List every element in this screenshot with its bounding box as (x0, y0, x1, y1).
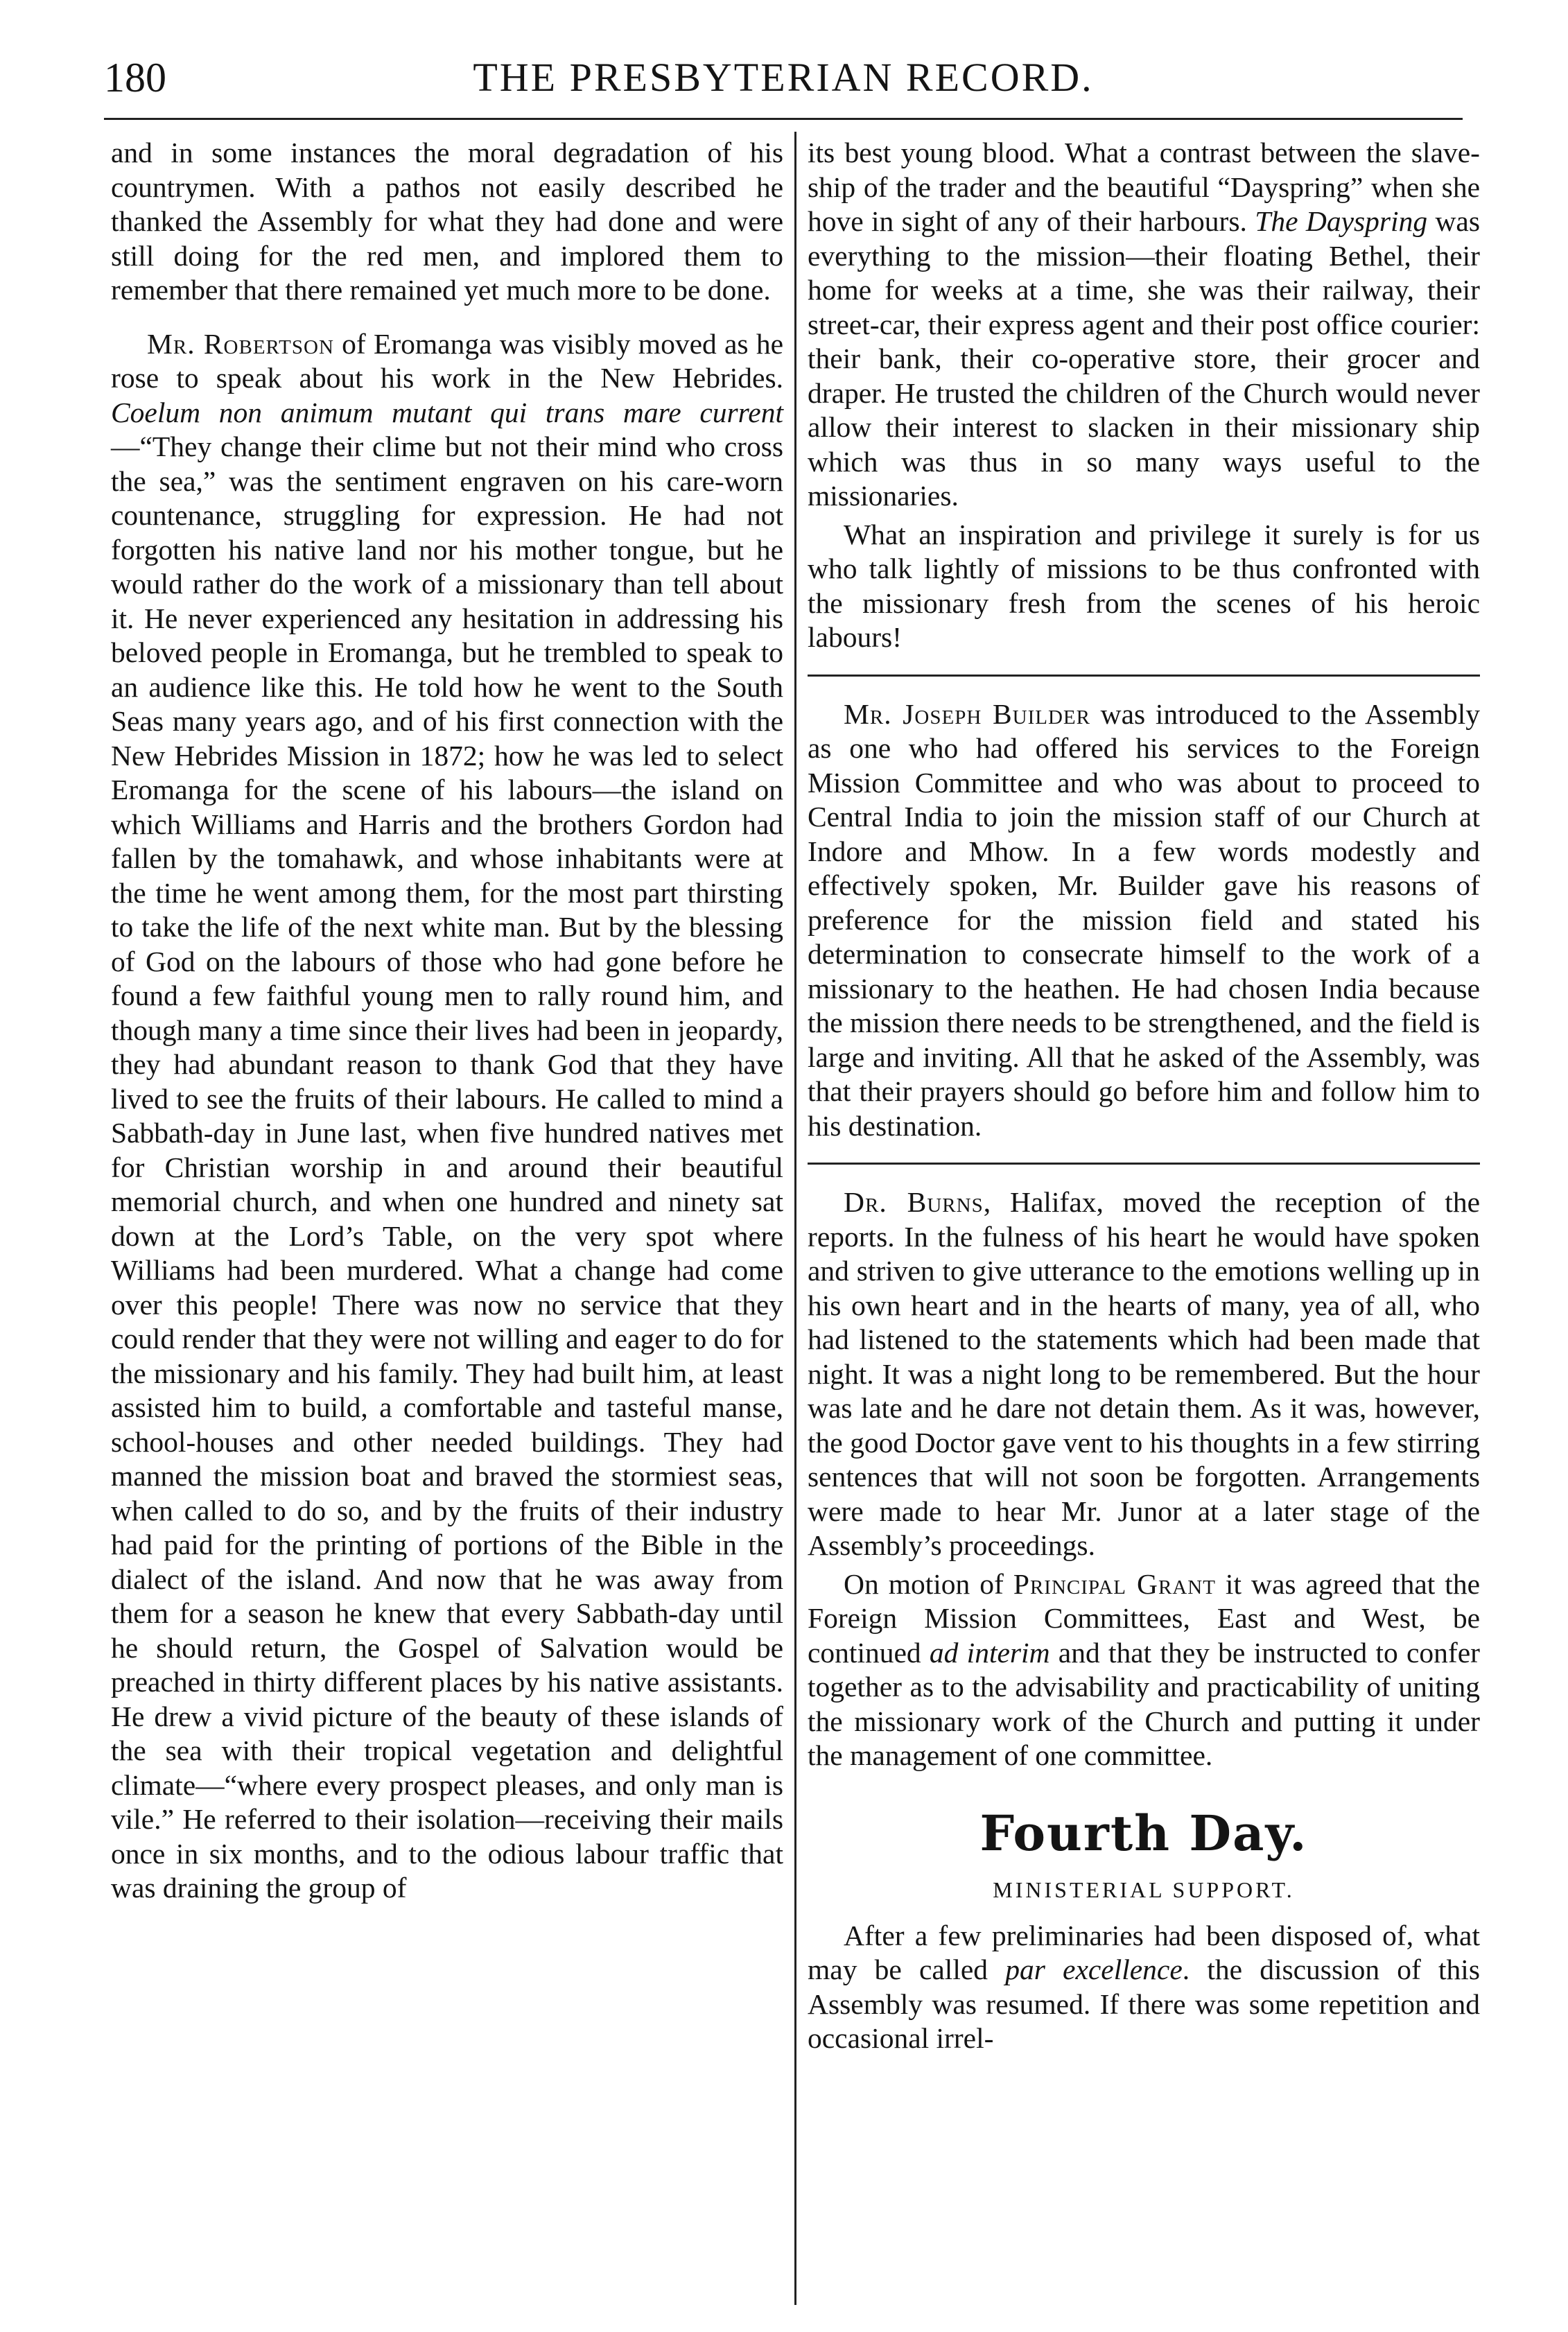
speaker-name: Principal Grant (1013, 1567, 1216, 1600)
latin-phrase: ad interim (929, 1636, 1050, 1669)
left-column (111, 136, 783, 1925)
header-rule (104, 118, 1463, 120)
page-header (104, 50, 1463, 105)
paragraph-text: —“They change their clime but not their mind who cross the sea,” was the sentiment engraven on his care-worn countenance, struggling for expression. He had not forgotten his native land nor his mother tongue, but he would rather do the work of a missionary than tell about it. He never experienced any hesitation in addressing his beloved people in Eromanga, but he trembled to speak to an audience like this. He told how he went to the South Seas many years ago, and of his first connection with the New Hebrides Mission in 1872; how he was led to select Eromanga for the scene of his labours—the island on which Williams and Harris and the brothers Gordon had fallen by the tomahawk, and whose inhabitants were at the time he went among them, for the most part thirsting to take the life of the next white man. But by the blessing of God on the labours of those who had gone before he found a few faithful young men to rally round him, and though many a time since their lives had been in jeopardy, they had abundant reason to thank God that they have lived to see the fruits of their labours. He called to mind a Sabbath-day in June last, when five hundred natives met for Christian worship in and around their beautiful memorial church, and when one hundred and ninety sat down at the Lord’s Table, on the very spot where Williams had been murdered. What a change had come over this people! There was now no service that they could render that they were not willing and eager to do for the missionary and his family. They had built him, at least assisted him to build, a comfortable and tasteful manse, school-houses and other needed buildings. They had manned the mission boat and braved the stormiest seas, when called to do so, and by the fruits of their industry had paid for the printing of portions of the Bible in the dialect of the island. And now that he was away from them for a season he knew that every Sabbath-day until he should return, the Gospel of Salvation would be preached in thirty different places by his native assistants. He drew a vivid picture of the beauty of these islands of the sea with their tropical vegetation and delightful climate—“where every prospect pleases, and only man is vile.” He referred to their isolation—receiving their mails once in six months, and to the odious labour traffic that was draining the group of (111, 430, 783, 1904)
right-paragraph-2: What an inspiration and privilege it surely is for us who talk lightly of missions to be thus confronted with the missionary fresh from the scenes of his heroic labours! (808, 518, 1480, 653)
paragraph-text: was everything to the mission—their floating Bethel, their home for weeks at a time, she was their railway, their street-car, their express agent and their post office courier: their bank, their co-operative store, their grocer and draper. He trusted the children of the Church would never allow their interest to slacken in their missionary ship which was thus in so many ways useful to the missionaries. (808, 205, 1480, 512)
section-heading: Fourth Day. (979, 1804, 1308, 1862)
paragraph-text: After a few preliminaries had been disposed of, what may be called (808, 1919, 1480, 1985)
paragraph-text: of Eromanga was visibly moved as he rose to speak about his work in the New Hebrides. (111, 327, 783, 394)
right-paragraph-burns (808, 1185, 1480, 1563)
right-paragraph-ministerial-support (808, 1919, 1480, 2056)
left-paragraph-robertson (111, 327, 783, 1906)
right-paragraph-1 (808, 136, 1480, 514)
paragraph-text: and that they be instructed to confer together as to the advisability and practicability of uniting the missionary work of the Church and putting it under the management of one committee. (808, 1636, 1480, 1771)
section-subheading: MINISTERIAL SUPPORT. (993, 1877, 1295, 1902)
speaker-name: Mr. Joseph Builder (844, 697, 1090, 730)
paragraph-rule (808, 675, 1480, 677)
speaker-name: Mr. Robertson (147, 327, 334, 360)
right-paragraph-builder (808, 697, 1480, 1144)
paragraph-text: On motion of (844, 1567, 1013, 1600)
speaker-name: Dr. Burns (844, 1186, 984, 1218)
paragraph-text: it was agreed that the Foreign Mission Committees, East and West, be continued (808, 1567, 1480, 1669)
paragraph-text: was introduced to the Assembly as one who had offered his services to the Foreign Mission Committee and who was about to proceed to Central India to join the mission staff of our Church at Indore and Mhow. In a few words modestly and effectively spoken, Mr. Builder gave his reasons of preference for the mission field and stated his determination to consecrate himself to the work of a missionary to the heathen. He had chosen India because the mission there needs to be strengthened, and the field is large and inviting. All that he asked of the Assembly, was that their prayers should go before him and follow him to his destination. (808, 697, 1481, 1142)
paragraph-rule (808, 1163, 1480, 1165)
paragraph-text: its best young blood. What a contrast between the slave-ship of the trader and the beautiful “Dayspring” when she hove in sight of any of their harbours. (808, 137, 1480, 237)
latin-quotation: Coelum non animum mutant qui trans mare current (111, 396, 783, 428)
paragraph-text: , Halifax, moved the reception of the reports. In the fulness of his heart he would have spoken and striven to give utterance to the emotions welling up in his own heart and in the hearts of many, yea of all, who had listened to the statements which had been made that night. It was a night long to be remembered. But the hour was late and he dare not detain them. As it was, however, the good Doctor gave vent to his thoughts in a few stirring sentences that will not soon be forgotten. Arrangements were made to hear Mr. Junor at a later stage of the Assembly’s proceedings. (808, 1186, 1480, 1561)
column-divider (794, 132, 796, 2305)
ship-name: The Dayspring (1255, 205, 1428, 237)
paragraph-text: . the discussion of this Assembly was resumed. If there was some repetition and occasional irrel- (808, 1954, 1480, 2054)
latin-phrase: par excellence (1005, 1954, 1183, 1985)
journal-title: THE PRESBYTERIAN RECORD. (473, 55, 1094, 100)
left-paragraph-1: and in some instances the moral degradation of his countrymen. With a pathos not easily described he thanked the Assembly for what they had done and were still doing for the red men, and implored them to remember that there remained yet much more to be done. (111, 137, 783, 306)
right-paragraph-grant (808, 1567, 1480, 1773)
right-column (808, 136, 1480, 2076)
page-number: 180 (104, 55, 166, 101)
